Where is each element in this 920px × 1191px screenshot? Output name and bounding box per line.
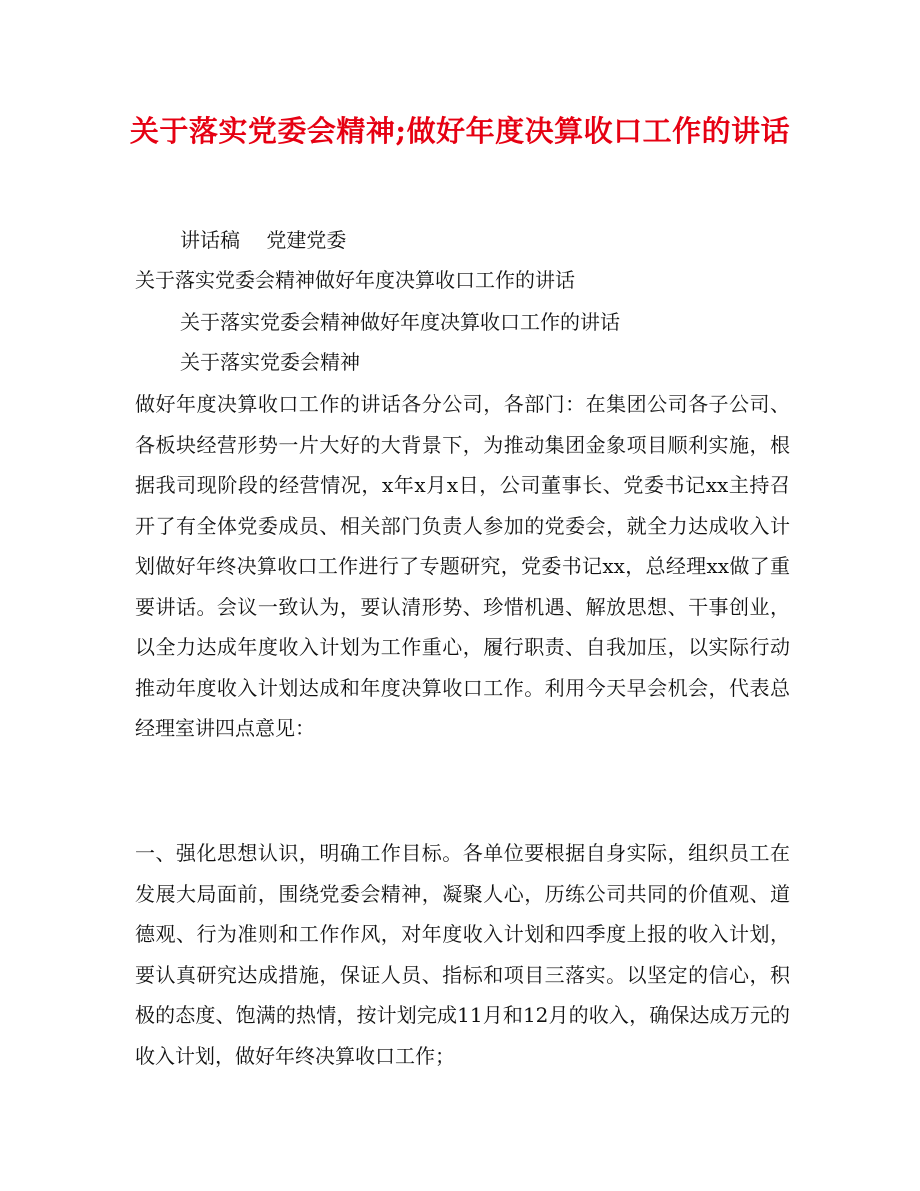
tags-line: 讲话稿 党建党委: [180, 228, 347, 252]
heading-2: 关于落实党委会精神做好年度决算收口工作的讲话: [180, 310, 620, 334]
heading-1: 关于落实党委会精神做好年度决算收口工作的讲话: [135, 268, 575, 292]
body-paragraph-1: 做好年度决算收口工作的讲话各分公司，各部门：在集团公司各子公司、各板块经营形势一片大好的大背景下，为推动集团金象项目顺利实施，根据我司现阶段的经营情况，x年x月x日，公司董事长、党委书记xx主持召开了有全体党委成员、相关部门负责人参加的党委会，就全力达成收入计划做好年终决算收口工作进行了专题研究，党委书记xx，总经理xx做了重要讲话。会议一致认为，要认清形势、珍惜机遇、解放思想、干事创业，以全力达成年度收入计划为工作重心，履行职责、自我加压，以实际行动推动年度收入计划达成和年度决算收口工作。利用今天早会机会，代表总经理室讲四点意见：: [135, 392, 790, 740]
heading-3: 关于落实党委会精神: [180, 350, 360, 374]
document-title: 关于落实党委会精神;做好年度决算收口工作的讲话: [129, 114, 791, 148]
body-paragraph-2: 一、强化思想认识，明确工作目标。各单位要根据自身实际，组织员工在发展大局面前，围绕党委会精神，凝聚人心，历练公司共同的价值观、道德观、行为准则和工作作风，对年度收入计划和四季度上报的收入计划，要认真研究达成措施，保证人员、指标和项目三落实。以坚定的信心，积极的态度、饱满的热情，按计划完成11月和12月的收入，确保达成万元的收入计划，做好年终决算收口工作；: [135, 841, 790, 1068]
